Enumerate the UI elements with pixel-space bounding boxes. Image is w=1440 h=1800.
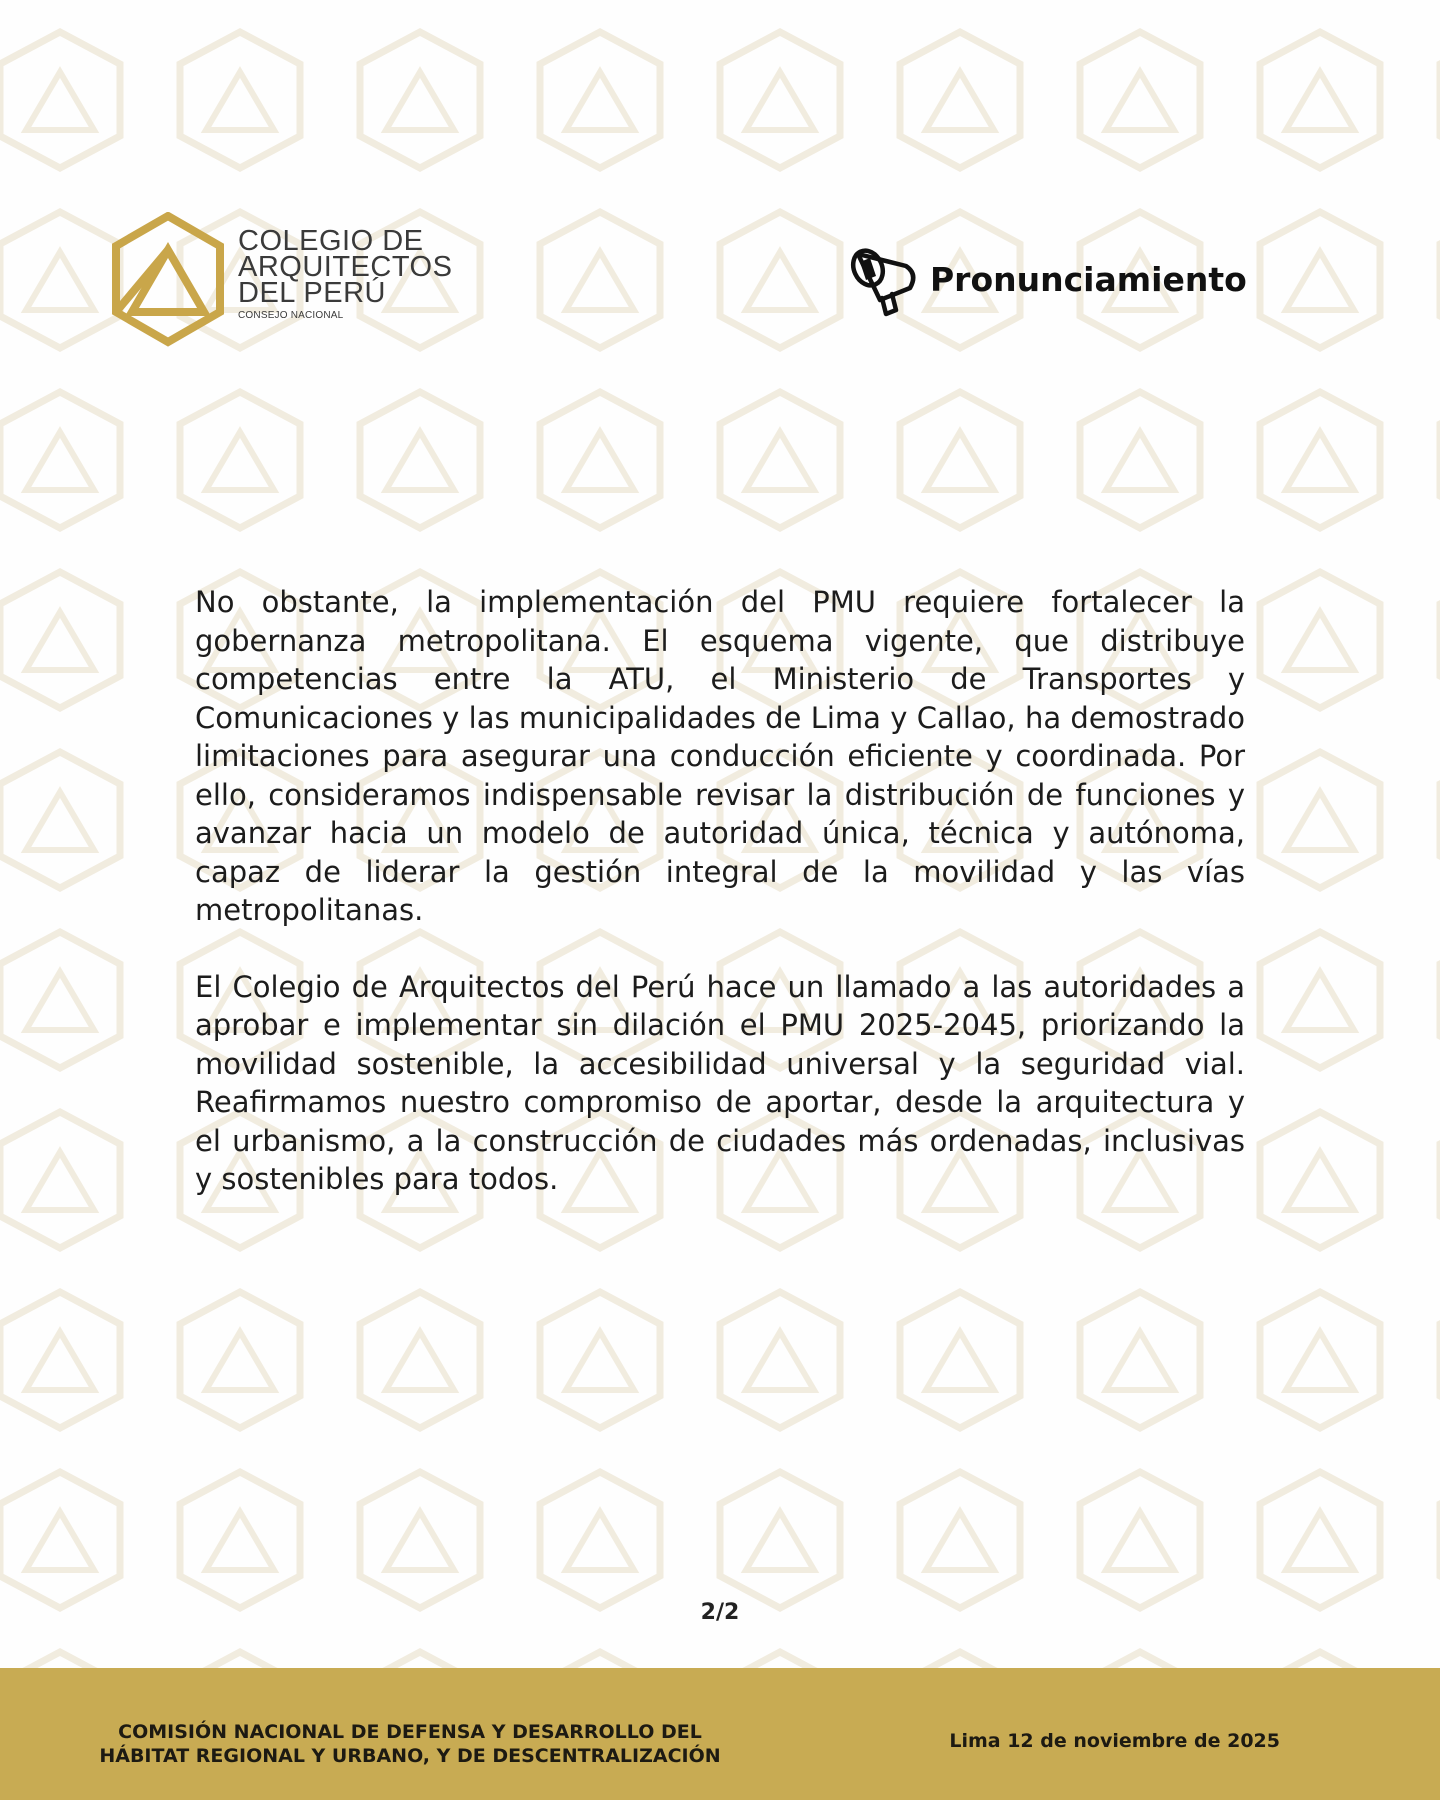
paragraph-call-to-action: El Colegio de Arquitectos del Perú hace un llamado a las autoridades a aprobar e implementar sin dilación el PMU 2025-2045, priorizando la movilidad sostenible, la accesibilidad universal y la seguridad vial. Reafirmamos nuestro compromiso de aportar, desde la arquitectura y el urbanismo, a la construcción de ciudades más ordenadas, inclusivas y sostenibles para todos.: [195, 969, 1245, 1196]
hexagon-triangle-logo-icon: [108, 212, 228, 347]
megaphone-icon: [840, 236, 926, 322]
commission-line-1: COMISIÓN NACIONAL DE DEFENSA Y DESARROLLO DEL: [118, 1721, 702, 1743]
document-date: Lima 12 de noviembre de 2025: [949, 1730, 1280, 1752]
pronouncement-badge: [840, 236, 1247, 322]
footer-band: [0, 1668, 1440, 1800]
logo-line-2: ARQUITECTOS: [238, 251, 453, 283]
commission-line-2: HÁBITAT REGIONAL Y URBANO, Y DE DESCENTRALIZACIÓN: [99, 1745, 721, 1767]
logo-line-3: DEL PERÚ: [238, 277, 386, 309]
paragraph-governance: No obstante, la implementación del PMU requiere fortalecer la gobernanza metropolitana. El esquema vigente, que distribuye competencias entre la ATU, el Ministerio de Transportes y Comunicaciones y las municipalidades de Lima y Callao, ha demostrado limitaciones para asegurar una conducción eficiente y coordinada. Por ello, consideramos indispensable revisar la distribución de funciones y avanzar hacia un modelo de autoridad única, técnica y autónoma, capaz de liderar la gestión integral de la movilidad y las vías metropolitanas.: [195, 585, 1245, 927]
pronouncement-title: Pronunciamiento: [930, 259, 1247, 299]
commission-name: [80, 1720, 740, 1768]
college-logo: [108, 212, 453, 347]
page-number: 2/2: [700, 1600, 740, 1625]
logo-subtitle: CONSEJO NACIONAL: [238, 310, 344, 321]
statement-body: [195, 583, 1245, 1237]
logo-line-1: COLEGIO DE: [238, 225, 424, 257]
logo-text: [238, 225, 453, 323]
